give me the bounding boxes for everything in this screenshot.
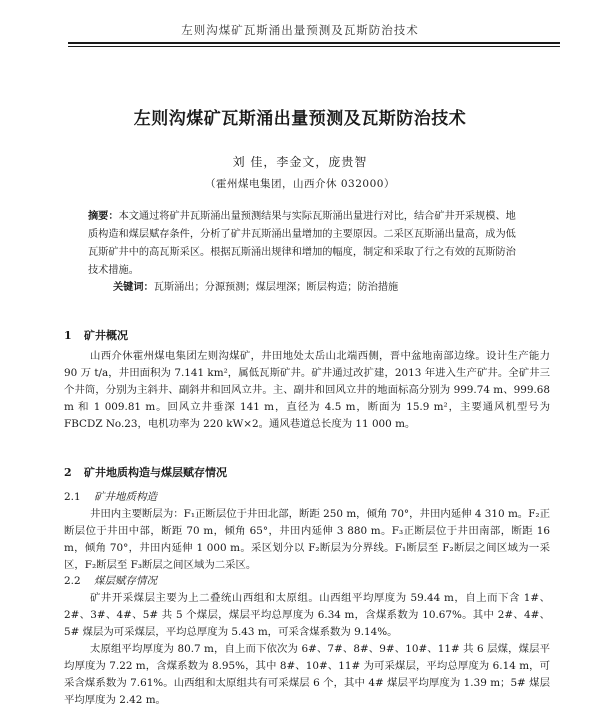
section-number: 1 (64, 329, 72, 342)
section-heading-2 (64, 464, 227, 480)
section-title: 矿井概况 (84, 329, 128, 342)
subsection-heading-2-2 (64, 573, 157, 588)
paper-title: 左则沟煤矿瓦斯涌出量预测及瓦斯防治技术 (133, 109, 467, 129)
affiliation: （霍州煤电集团，山西介休 032000） (205, 178, 395, 190)
subsection-2-2-paragraph-2: 太原组平均厚度为 80.7 m，自上而下依次为 6#、7#、8#、9#、10#、11# 共 6 层煤，煤层平均厚度为 7.22 m，含煤系数为 8.95%，其中 8#、10#、11# 为可采煤层，平均总厚度为 6.14 m，可采含煤系数为 7.61%。山西组和太原组共有可采煤层 6 个，其中 4# 煤层平均厚度为 1.39 m；5# 煤层平均厚度为 2.42 m。 (64, 643, 550, 706)
keywords-text: 瓦斯涌出；分源预测；煤层埋深；断层构造；防治措施 (153, 282, 399, 293)
subsection-2-2-paragraph-1: 矿井开采煤层主要为上二叠统山西组和太原组。山西组平均厚度为 59.44 m，自上而下含 1#、2#、3#、4#、5# 共 5 个煤层，煤层平均总厚度为 6.34 m，含煤系数为 10.67%。其中 2#、4#、5# 煤层为可采煤层，平均总厚度为 5.43 m，可采含煤系数为 9.14%。 (64, 592, 550, 638)
subsection-number: 2.2 (64, 575, 81, 587)
abstract-text: 本文通过将矿井瓦斯涌出量预测结果与实际瓦斯涌出量进行对比，结合矿井开采规模、地质构造和煤层赋存条件，分析了矿井瓦斯涌出量增加的主要原因。二采区瓦斯涌出量高，成为低瓦斯矿井中的高瓦斯采区。根据瓦斯涌出规律和增加的幅度，制定和采取了行之有效的瓦斯防治技术措施。 (88, 211, 516, 276)
subsection-2-1-paragraph: 井田内主要断层为：F₁正断层位于井田北部，断距 250 m，倾角 70°，井田内延伸 4 310 m。F₂正断层位于井田中部，断距 70 m，倾角 65°，井田内延伸 3 880 m。F₃正断层位于井田南部，断距 16 m，倾角 70°，井田内延伸 1 000 m。采区划分以 F₂断层为分界线。F₁断层至 F₂断层之间区域为一采区，F₂断层至 F₃断层之间区域为二采区。 (64, 508, 550, 571)
subsection-title: 煤层赋存情况 (94, 575, 157, 587)
keywords (113, 279, 523, 296)
abstract-label: 摘要： (88, 210, 119, 222)
abstract (88, 207, 516, 280)
section-title: 矿井地质构造与煤层赋存情况 (84, 466, 227, 479)
section-number: 2 (64, 466, 72, 479)
running-head: 左则沟煤矿瓦斯涌出量预测及瓦斯防治技术 (181, 23, 419, 37)
section-1-paragraph: 山西介休霍州煤电集团左则沟煤矿，井田地处太岳山北端西侧，晋中盆地南部边缘。设计生产能力 90 万 t/a，井田面积为 7.141 km²，属低瓦斯矿井。矿井通过改扩建，2013 年进入生产矿井。全矿井三个井筒，分别为主斜井、副斜井和回风立井。主、副井和回风立井的地面标高分别为 999.74 m、999.68 m 和 1 009.81 m。回风立井垂深 141 m，直径为 4.5 m，断面为 15.9 m²，主要通风机型号为 FBCDZ No.23，电机功率为 220 kW×2。通风巷道总长度为 11 000 m。 (64, 350, 550, 430)
subsection-number: 2.1 (64, 491, 81, 503)
authors: 刘 佳，李金文，庞贵智 (232, 155, 368, 169)
subsection-title: 矿井地质构造 (94, 491, 157, 503)
header-rule (68, 42, 560, 44)
subsection-heading-2-1 (64, 489, 157, 504)
keywords-label: 关键词： (113, 281, 154, 293)
section-heading-1 (64, 327, 128, 343)
